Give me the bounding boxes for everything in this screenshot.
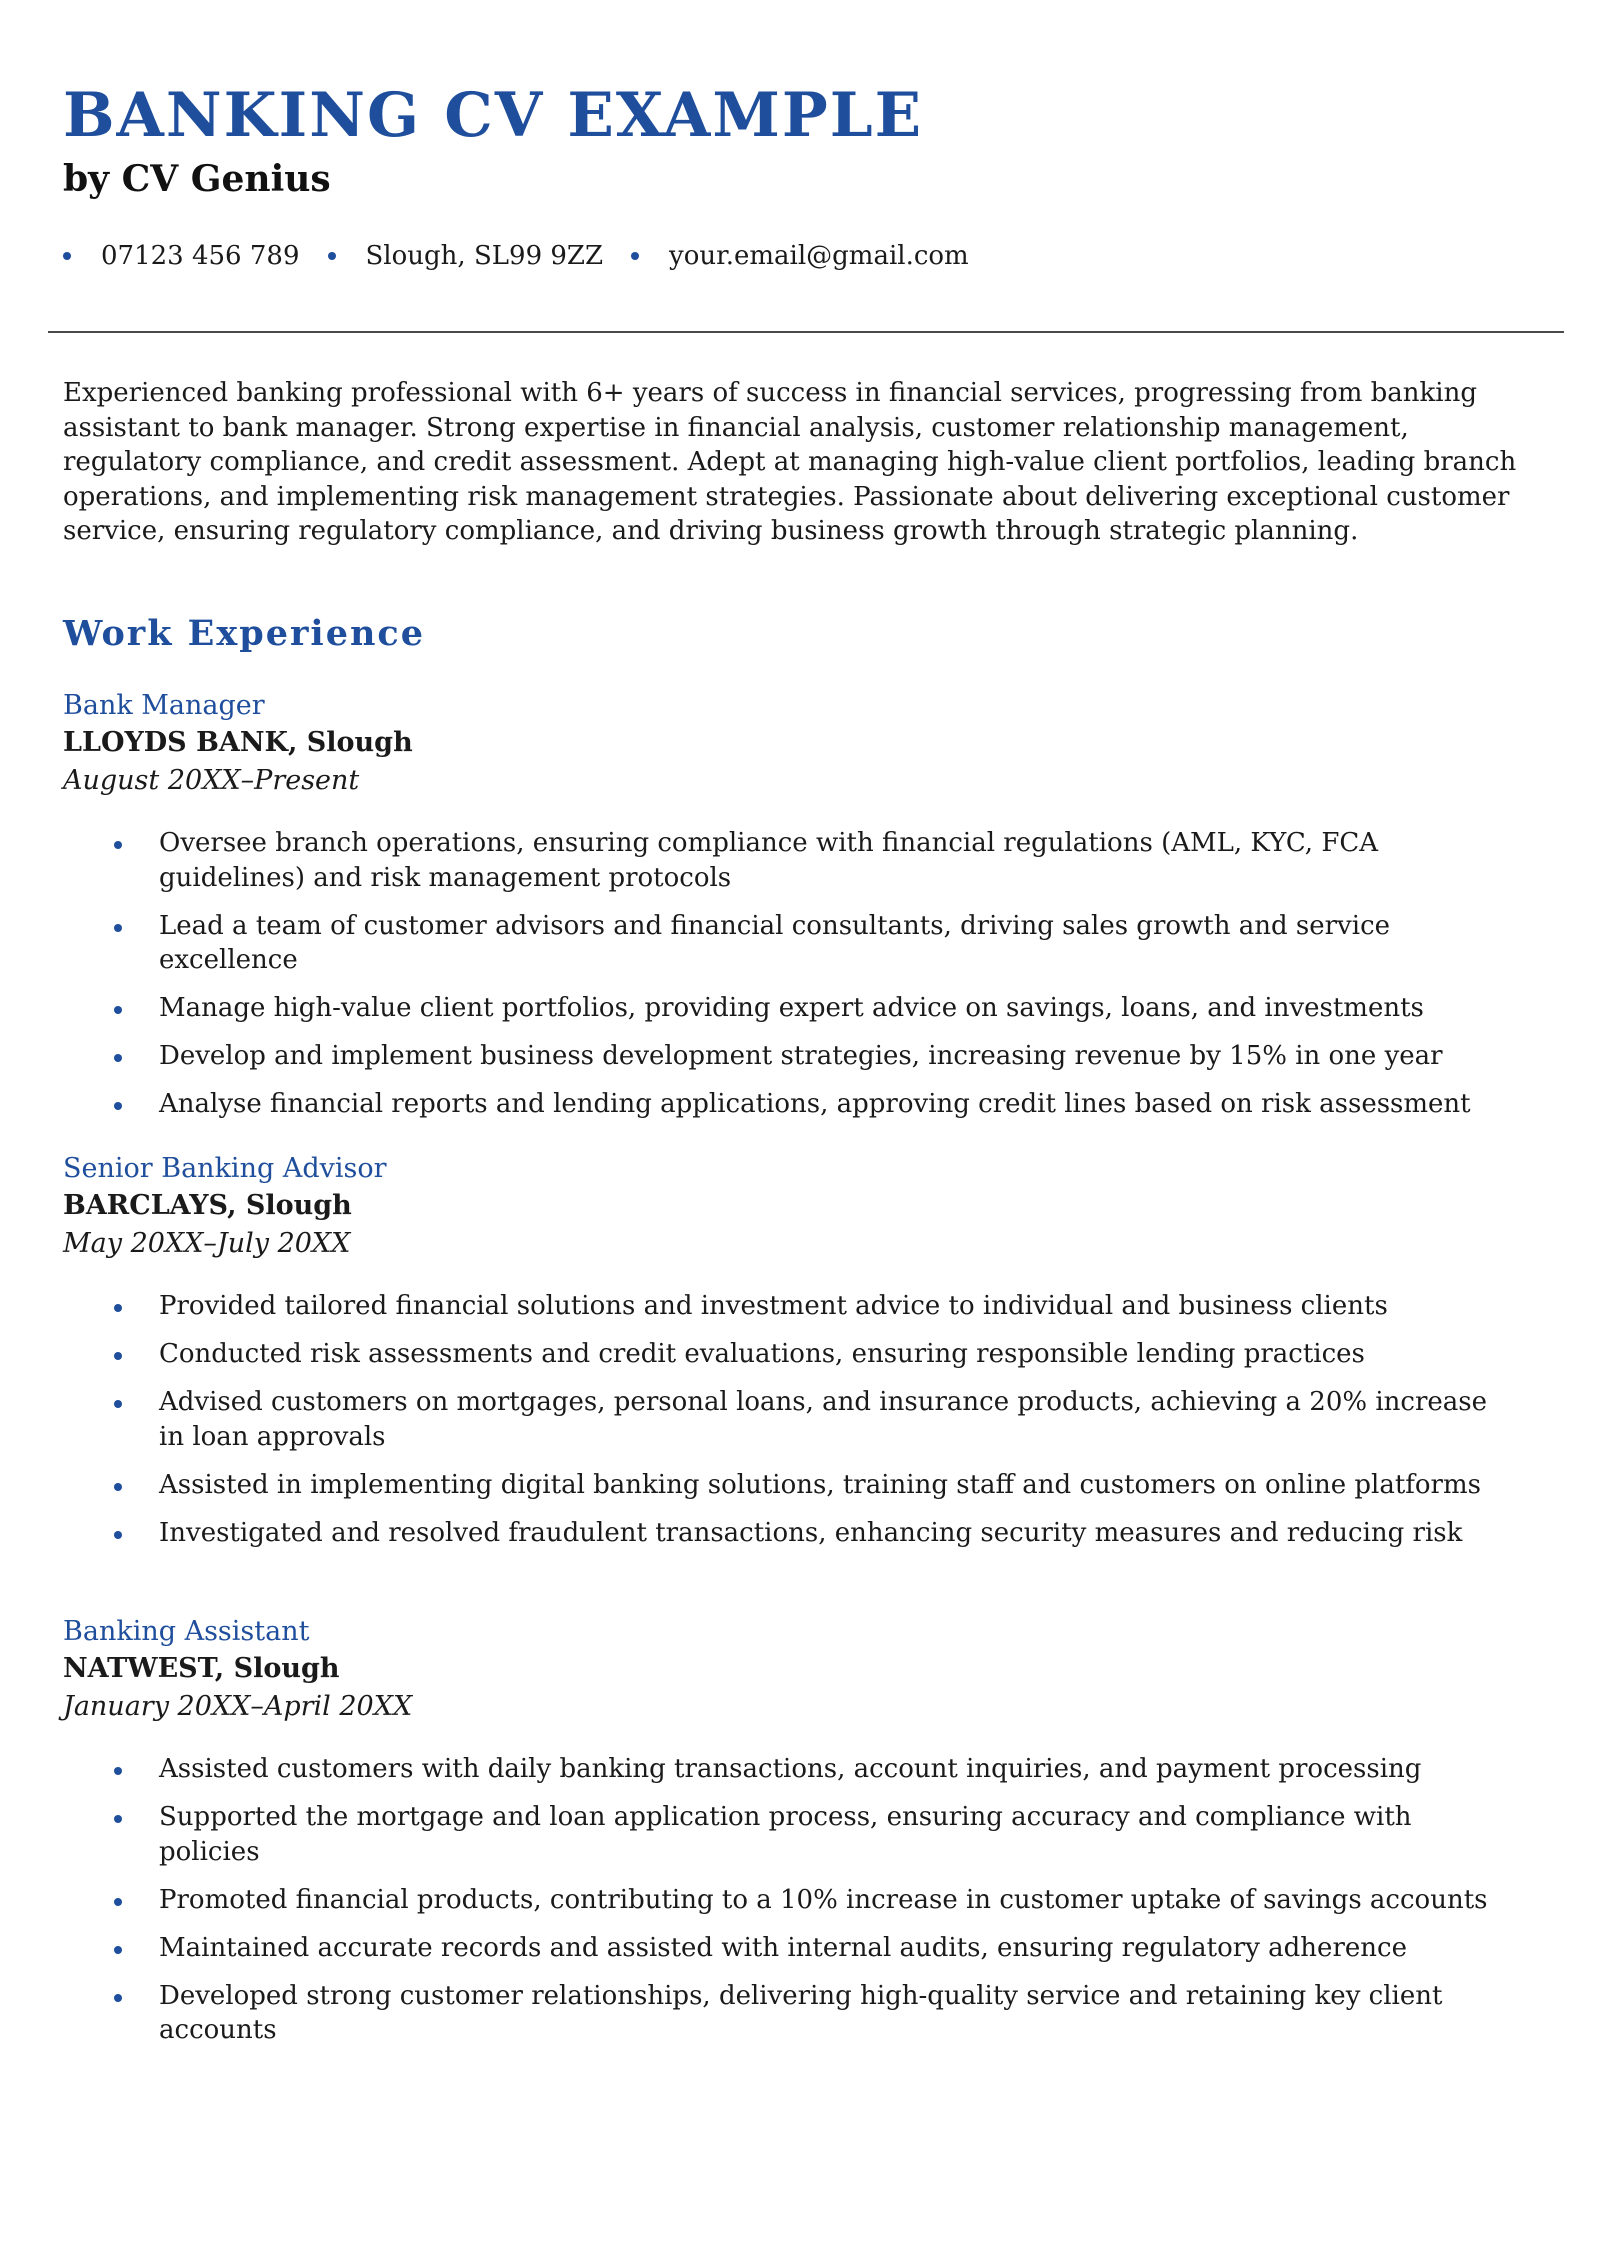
- job-bullets: [63, 826, 1533, 1122]
- job-dates: January 20XX–April 20XX: [63, 1691, 413, 1722]
- job-title: Bank Manager: [63, 690, 265, 721]
- contact-details: [63, 240, 1600, 272]
- list-item: Manage high-value client portfolios, providing expert advice on savings, loans, and investments: [63, 991, 1519, 1026]
- contact-phone: [63, 240, 300, 272]
- list-item: Provided tailored financial solutions and investment advice to individual and business clients: [63, 1289, 1519, 1324]
- job-bullets: [63, 1289, 1533, 1550]
- profile-summary: Experienced banking professional with 6+ years of success in financial services, progressing from banking assistant to bank manager. Strong expertise in financial analysis, customer relationship management, regulatory compliance, and credit assessment. Adept at managing high-value client portfolios, leading branch operations, and implementing risk management strategies. Passionate about delivering exceptional customer service, ensuring regulatory compliance, and driving business growth through strategic planning.: [63, 378, 1517, 546]
- list-item: Maintained accurate records and assisted with internal audits, ensuring regulatory adherence: [63, 1931, 1519, 1966]
- job-dates: May 20XX–July 20XX: [63, 1228, 351, 1259]
- list-item: Conducted risk assessments and credit evaluations, ensuring responsible lending practices: [63, 1337, 1519, 1372]
- email-text: your.email@gmail.com: [669, 241, 969, 271]
- list-item: Develop and implement business development strategies, increasing revenue by 15% in one year: [63, 1039, 1519, 1074]
- list-item: Assisted in implementing digital banking solutions, training staff and customers on online platforms: [63, 1468, 1519, 1503]
- bullet-dot-icon: [63, 252, 71, 260]
- bullet-dot-icon: [631, 252, 639, 260]
- location-text: Slough, SL99 9ZZ: [365, 241, 604, 271]
- cv-header: [0, 0, 1600, 272]
- job-company: NATWEST, Slough: [63, 1653, 340, 1684]
- job-entry-1: [63, 688, 1533, 1135]
- contact-location: [328, 240, 604, 272]
- list-item: Analyse financial reports and lending applications, approving credit lines based on risk assessment: [63, 1087, 1519, 1122]
- job-entry-3: [63, 1614, 1533, 2061]
- list-item: Promoted financial products, contributing to a 10% increase in customer uptake of savings accounts: [63, 1883, 1519, 1918]
- list-item: Oversee branch operations, ensuring compliance with financial regulations (AML, KYC, FCA guidelines) and risk management protocols: [63, 826, 1519, 895]
- bullet-dot-icon: [328, 252, 336, 260]
- job-title: Senior Banking Advisor: [63, 1153, 387, 1184]
- contact-email: [631, 240, 969, 272]
- list-item: Supported the mortgage and loan application process, ensuring accuracy and compliance with policies: [63, 1800, 1519, 1869]
- phone-text: 07123 456 789: [101, 241, 300, 271]
- job-company: LLOYDS BANK, Slough: [63, 727, 413, 758]
- job-title: Banking Assistant: [63, 1616, 310, 1647]
- list-item: Investigated and resolved fraudulent transactions, enhancing security measures and reducing risk: [63, 1516, 1519, 1551]
- list-item: Lead a team of customer advisors and financial consultants, driving sales growth and service excellence: [63, 909, 1519, 978]
- job-bullets: [63, 1752, 1533, 2048]
- header-divider: [48, 331, 1564, 333]
- list-item: Advised customers on mortgages, personal loans, and insurance products, achieving a 20% increase in loan approvals: [63, 1385, 1519, 1454]
- job-company: BARCLAYS, Slough: [63, 1190, 352, 1221]
- page-title: BANKING CV EXAMPLE: [63, 80, 924, 151]
- list-item: Developed strong customer relationships, delivering high-quality service and retaining key client accounts: [63, 1979, 1519, 2048]
- job-entry-2: [63, 1151, 1533, 1564]
- work-experience-heading: Work Experience: [63, 613, 425, 654]
- list-item: Assisted customers with daily banking transactions, account inquiries, and payment processing: [63, 1752, 1519, 1787]
- page-subtitle: by CV Genius: [63, 158, 331, 200]
- job-dates: August 20XX–Present: [63, 765, 360, 796]
